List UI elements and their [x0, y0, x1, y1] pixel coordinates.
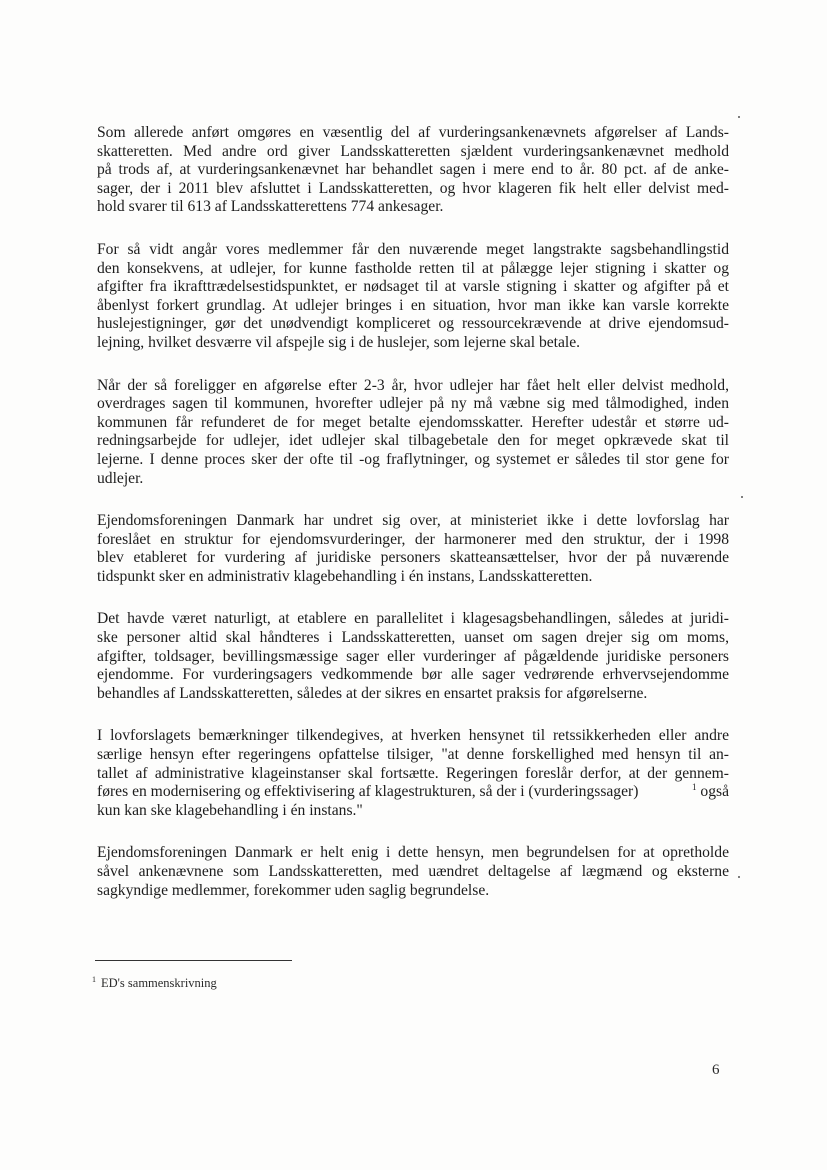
footnote-marker: 1: [92, 975, 96, 984]
text-line: overdrages sagen til kommunen, hvorefter udlejer på ny må væbne sig med tålmodighed, inden: [97, 395, 729, 413]
text-fragment: føres en modernisering og effektivisering af klagestrukturen, så der i (vurderingssager): [97, 783, 639, 801]
text-line: redningsarbejde for udlejer, idet udlejer skal tilbagebetale den for meget opkrævede skat til: [97, 432, 729, 450]
text-line: såvel ankenævnene som Landsskatteretten, med uændret deltagelse af lægmænd og eksterne: [97, 863, 729, 880]
text-fragment: også: [700, 783, 729, 801]
paragraph-6: [97, 727, 729, 820]
text-line: blev etableret for vurdering af juridiske personers skatteansættelser, hvor der på nuværende: [97, 549, 729, 567]
body-text: [97, 124, 729, 924]
text-line: For så vidt angår vores medlemmer får den nuværende meget langstrakte sagsbehandlingstid: [97, 240, 729, 258]
text-line: lejerne. I denne proces sker der ofte til -og fraflytninger, og systemet er således til stor gene for: [97, 450, 729, 468]
text-line: tallet af administrative klageinstanser skal fortsætte. Regeringen foreslår derfor, at der gennem-: [97, 764, 729, 782]
text-line: ejendomme. For vurderingsagers vedkommende bør alle sager vedrørende erhvervsejendomme: [97, 666, 729, 684]
text-line-with-footnote: [97, 783, 729, 802]
text-line: Som allerede anført omgøres en væsentlig del af vurderingsankenævnets afgørelser af Lands-: [97, 124, 729, 141]
text-line: Når der så foreligger en afgørelse efter 2-3 år, hvor udlejer har fået helt eller delvist medhold,: [97, 376, 729, 394]
paragraph-4: [97, 512, 729, 586]
text-line: Ejendomsforeningen Danmark er helt enig i dette hensyn, men begrundelsen for at opretholde: [97, 844, 729, 862]
text-line: lejning, hvilket desværre vil afspejle sig i de huslejer, som lejerne skal betale.: [97, 333, 581, 351]
text-line: Det havde været naturligt, at etablere en parallelitet i klagesagsbehandlingen, således at juridi-: [97, 610, 729, 628]
text-line: afgifter fra ikrafttrædelsestidspunktet, er nødsaget til at varsle stigning i skatter og afgifter på et: [97, 278, 729, 296]
text-line: særlige hensyn efter regeringens opfattelse tilsiger, "at denne forskellighed med hensyn til an-: [97, 746, 729, 764]
paragraph-5: [97, 610, 729, 703]
text-line: kun kan ske klagebehandling i én instans.": [97, 801, 363, 819]
text-line: sagkyndige medlemmer, forekommer uden saglig begrundelse.: [97, 881, 490, 899]
text-line: åbenlyst forkert grundlag. At udlejer bringes i en situation, hvor man ikke kan varsle korrekte: [97, 296, 729, 314]
text-line: udlejer.: [97, 469, 144, 487]
text-fragment: [692, 783, 729, 802]
text-line: hold svarer til 613 af Landsskatterettens 774 ankesager.: [97, 198, 444, 216]
text-line: på trods af, at vurderingsankenævnet har behandlet sagen i mere end to år. 80 pct. af de anke-: [97, 161, 729, 179]
text-line: behandles af Landsskatteretten, således at der sikres en ensartet praksis for afgørelserne.: [97, 684, 648, 702]
footnote-text: ED's sammenskrivning: [101, 976, 217, 990]
scan-speck: [738, 116, 740, 118]
footnote: [92, 972, 217, 991]
text-line: Ejendomsforeningen Danmark har undret sig over, at ministeriet ikke i dette lovforslag har: [97, 512, 729, 530]
text-line: huslejestigninger, gør det unødvendigt kompliceret og ressourcekrævende at drive ejendomsud-: [97, 315, 729, 333]
page-number: 6: [712, 1062, 720, 1078]
footnote-divider: [95, 960, 292, 961]
scan-speck: [738, 876, 740, 878]
text-line: kommunen får refunderet de for meget betalte ejendomsskatter. Herefter udestår et større ud-: [97, 413, 729, 431]
paragraph-1: [97, 124, 729, 217]
text-line: afgifter, toldsager, bevillingsmæssige sager eller vurderinger af pågældende juridiske personers: [97, 647, 729, 665]
text-line: foreslået en struktur for ejendomsvurderinger, der harmonerer med den struktur, der i 1998: [97, 530, 729, 548]
scan-speck: [741, 496, 743, 498]
paragraph-2: [97, 241, 729, 353]
paragraph-7: [97, 844, 729, 900]
text-line: tidspunkt sker en administrativ klagebehandling i én instans, Landsskatteretten.: [97, 567, 593, 585]
text-line: sager, der i 2011 blev afsluttet i Landsskatteretten, og hvor klageren fik helt eller delvist med-: [97, 179, 729, 197]
footnote-reference[interactable]: 1: [692, 782, 697, 793]
text-line: skatteretten. Med andre ord giver Landsskatteretten sjældent vurderingsankenævnet medhold: [97, 142, 729, 160]
text-line: den konsekvens, at udlejer, for kunne fastholde retten til at pålægge lejer stigning i skatter og: [97, 259, 729, 277]
text-line: I lovforslagets bemærkninger tilkendegives, at hverken hensynet til retssikkerheden eller andre: [97, 727, 729, 745]
paragraph-3: [97, 377, 729, 489]
text-line: ske personer altid skal håndteres i Landsskatteretten, uanset om sagen drejer sig om moms,: [97, 629, 729, 647]
